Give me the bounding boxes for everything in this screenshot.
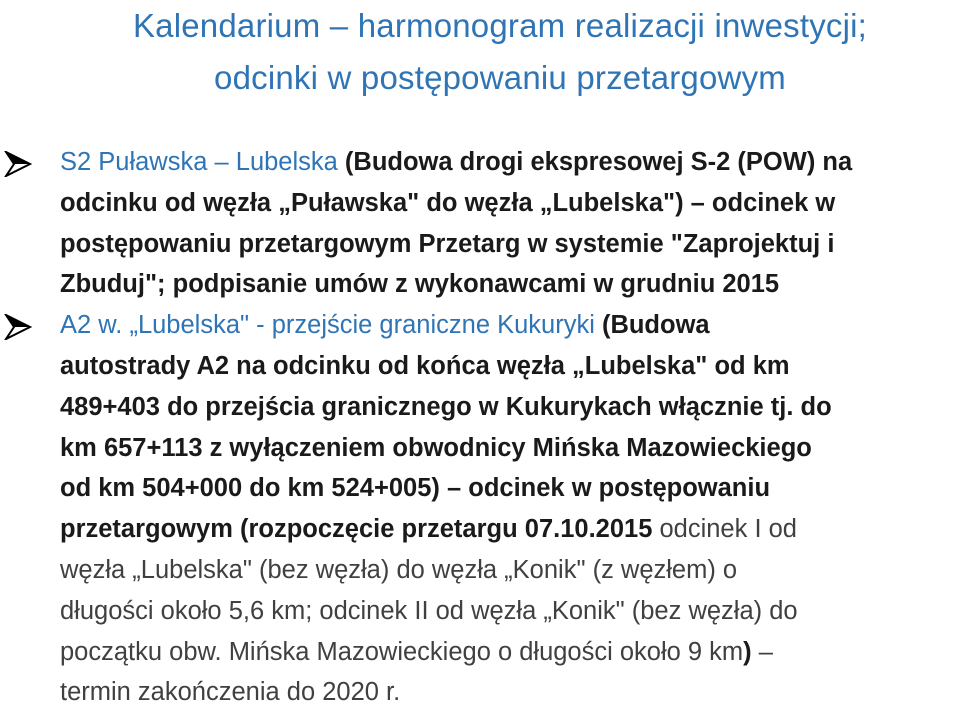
bullet-2-line-5: od km 504+000 do km 524+005) – odcinek w postępowaniu <box>60 474 771 503</box>
bullet-2-line-7: węzła „Lubelska" (bez węzła) do węzła „Konik" (z węzłem) o <box>60 555 738 584</box>
bullet-2-line-2: autostrady A2 na odcinku od końca węzła „Lubelska" od km <box>60 351 790 380</box>
bullet-1-text: (Budowa drogi ekspresowej S-2 (POW) na <box>344 148 853 176</box>
tender-start-text: przetargowym (rozpoczęcie przetargu 07.10.2015 <box>60 515 653 544</box>
bullet-2-line-3: 489+403 do przejścia granicznego w Kukurykach włącznie tj. do <box>60 392 832 421</box>
arrowhead-bullet-icon <box>4 151 32 177</box>
bullet-2-line-8: długości około 5,6 km; odcinek II od węzła „Konik" (bez węzła) do <box>60 596 798 625</box>
bullet-item-s2 <box>0 142 940 305</box>
bullet-2-line-9 <box>60 632 940 673</box>
bullet-1-line-3: postępowaniu przetargowym Przetarg w systemie "Zaprojektuj i <box>60 229 835 258</box>
bullet-2-line-4: km 657+113 z wyłączeniem obwodnicy Mińska Mazowieckiego <box>60 433 812 462</box>
title-line-2: odcinki w postępowaniu przetargowym <box>214 59 786 96</box>
bullet-2-line-1 <box>60 305 940 346</box>
bullet-list <box>0 142 960 713</box>
bullet-1-heading: S2 Puławska – Lubelska <box>60 148 345 176</box>
bullet-2-line-6 <box>60 509 940 550</box>
bullet-1-line-2: odcinku od węzła „Puławska" do węzła „Lubelska") – odcinek w <box>60 188 836 217</box>
bullet-2-line-10: termin zakończenia do 2020 r. <box>60 678 401 707</box>
dash-text: – <box>751 637 773 666</box>
bullet-1-line-1 <box>60 142 940 183</box>
bullet-1-line-4: Zbuduj"; podpisanie umów z wykonawcami w grudniu 2015 <box>60 270 780 299</box>
title-line-1: Kalendarium – harmonogram realizacji inwestycji; <box>132 7 868 44</box>
slide-title <box>60 0 940 104</box>
section-ii-text: początku obw. Mińska Mazowieckiego o długości około 9 km <box>60 637 744 666</box>
bullet-2-heading: A2 w. „Lubelska" - przejście graniczne Kukuryki <box>60 311 602 340</box>
arrowhead-bullet-icon <box>4 314 32 340</box>
section-i-text: odcinek I od <box>652 515 797 544</box>
bullet-2-text: (Budowa <box>601 311 710 340</box>
closing-paren: ) <box>743 637 752 666</box>
bullet-item-a2 <box>0 305 940 713</box>
